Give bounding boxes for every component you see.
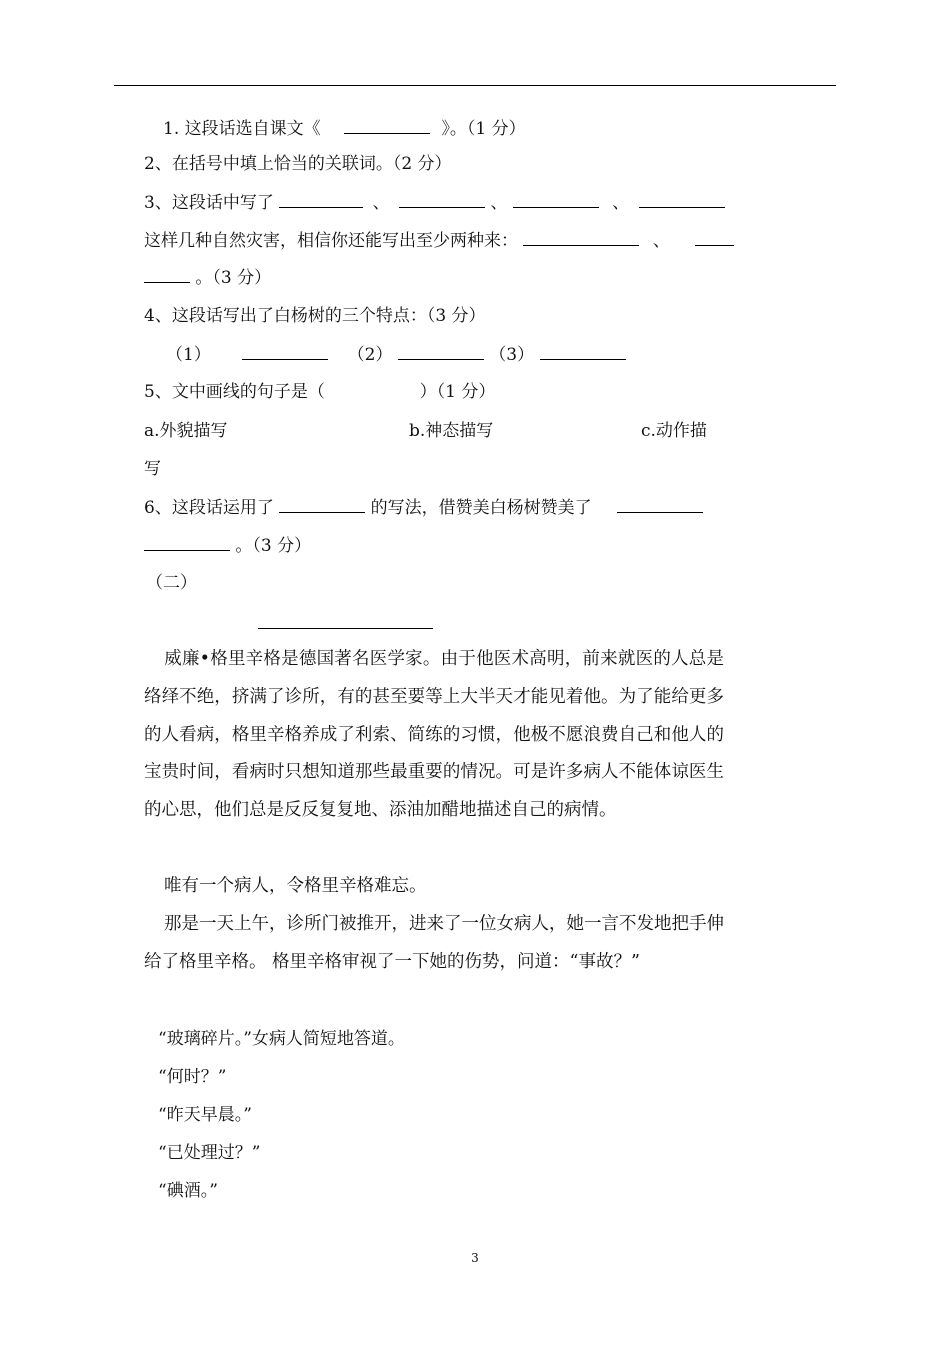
item-1-blank[interactable]	[242, 343, 328, 360]
passage-paragraph-2	[144, 868, 724, 906]
question-1	[163, 117, 526, 140]
question-3-line2	[144, 229, 734, 252]
question-4-items	[166, 343, 626, 366]
dialogue-line-1: “玻璃碎片。”女病人简短地答道。	[158, 1029, 405, 1049]
item-3-blank[interactable]	[540, 343, 626, 360]
separator: 、	[652, 231, 670, 251]
title-blank[interactable]	[258, 628, 433, 629]
paragraph-3-text: 那是一天上午，诊所门被推开，进来了一位女病人，她一言不发地把手伸给了格里辛格。 格里辛格审视了一下她的伤势，问道：“事故？”	[144, 914, 724, 972]
question-6-text-2: 的写法，借赞美白杨树赞美了	[370, 498, 592, 518]
question-3-line1	[144, 191, 725, 214]
question-2	[144, 153, 452, 175]
question-4-text: 4、这段话写出了白杨树的三个特点：（3 分）	[144, 306, 486, 326]
item-1-label: （1）	[166, 345, 211, 365]
item-2-blank[interactable]	[398, 343, 484, 360]
question-6-text: 6、这段话运用了	[144, 498, 274, 518]
item-3-label: （3）	[489, 345, 535, 365]
question-6-line1	[144, 496, 703, 519]
option-c-wrap: 写	[144, 459, 161, 479]
question-5-points: ）（1 分）	[419, 382, 496, 402]
passage-paragraph-3	[144, 906, 724, 982]
question-3-blank-2[interactable]	[399, 191, 485, 208]
paragraph-1-text: 威廉•格里辛格是德国著名医学家。由于他医术高明，前来就医的人总是络绎不绝，挤满了诊所，有的甚至要等上大半天才能见着他。为了能给更多的人看病，格里辛格养成了利索、简练的习惯，他极不愿浪费自己和他人的宝贵时间，看病时只想知道那些最重要的情况。可是许多病人不能体谅医生的心思，他们总是反反复复地、添油加醋地描述自己的病情。	[144, 649, 724, 821]
paragraph-2-text: 唯有一个病人，令格里辛格难忘。	[164, 876, 427, 896]
dialogue-line-2: “何时？”	[158, 1067, 227, 1087]
option-c: c.动作描	[641, 421, 707, 441]
question-3-text: 3、这段话中写了	[144, 193, 274, 213]
question-3-line3	[144, 266, 271, 289]
dialogue-line-4: “已处理过？”	[158, 1143, 261, 1163]
question-6-blank-1[interactable]	[279, 496, 365, 513]
question-3-blank-6-cont[interactable]	[144, 266, 190, 283]
question-1-points: 》。（1 分）	[441, 119, 526, 139]
question-3-text-2: 这样几种自然灾害，相信你还能写出至少两种来：	[144, 231, 518, 251]
question-5-text: 5、文中画线的句子是（	[144, 382, 325, 402]
passage-paragraph-1	[144, 641, 724, 830]
separator: 、	[490, 193, 508, 213]
question-2-text: 2、在括号中填上恰当的关联词。（2 分）	[144, 154, 452, 174]
question-3-blank-4[interactable]	[639, 191, 725, 208]
question-6-blank-2[interactable]	[617, 496, 703, 513]
question-6-blank-2-cont[interactable]	[144, 534, 230, 551]
question-3-points: 。（3 分）	[195, 268, 272, 288]
item-2-label: （2）	[347, 345, 393, 365]
page-number: 3	[471, 1251, 479, 1265]
dialogue-line-5: “碘酒。”	[158, 1181, 218, 1201]
option-b: b.神态描写	[409, 421, 494, 441]
question-1-text: 1. 这段话选自课文《	[163, 119, 321, 139]
question-3-blank-3[interactable]	[513, 191, 599, 208]
dialogue-line-3: “昨天早晨。”	[158, 1105, 252, 1125]
question-3-blank-1[interactable]	[279, 191, 363, 208]
question-1-blank[interactable]	[344, 117, 430, 134]
question-3-blank-5[interactable]	[523, 229, 639, 246]
question-6-line2	[144, 534, 311, 557]
question-5	[144, 381, 495, 403]
separator: 、	[612, 193, 630, 213]
question-3-blank-6[interactable]	[695, 229, 734, 246]
section-2-label: （二）	[146, 573, 197, 593]
separator: 、	[372, 193, 390, 213]
option-a: a.外貌描写	[144, 421, 228, 441]
question-4	[144, 305, 486, 327]
header-rule	[114, 85, 836, 86]
question-6-points: 。（3 分）	[235, 536, 312, 556]
